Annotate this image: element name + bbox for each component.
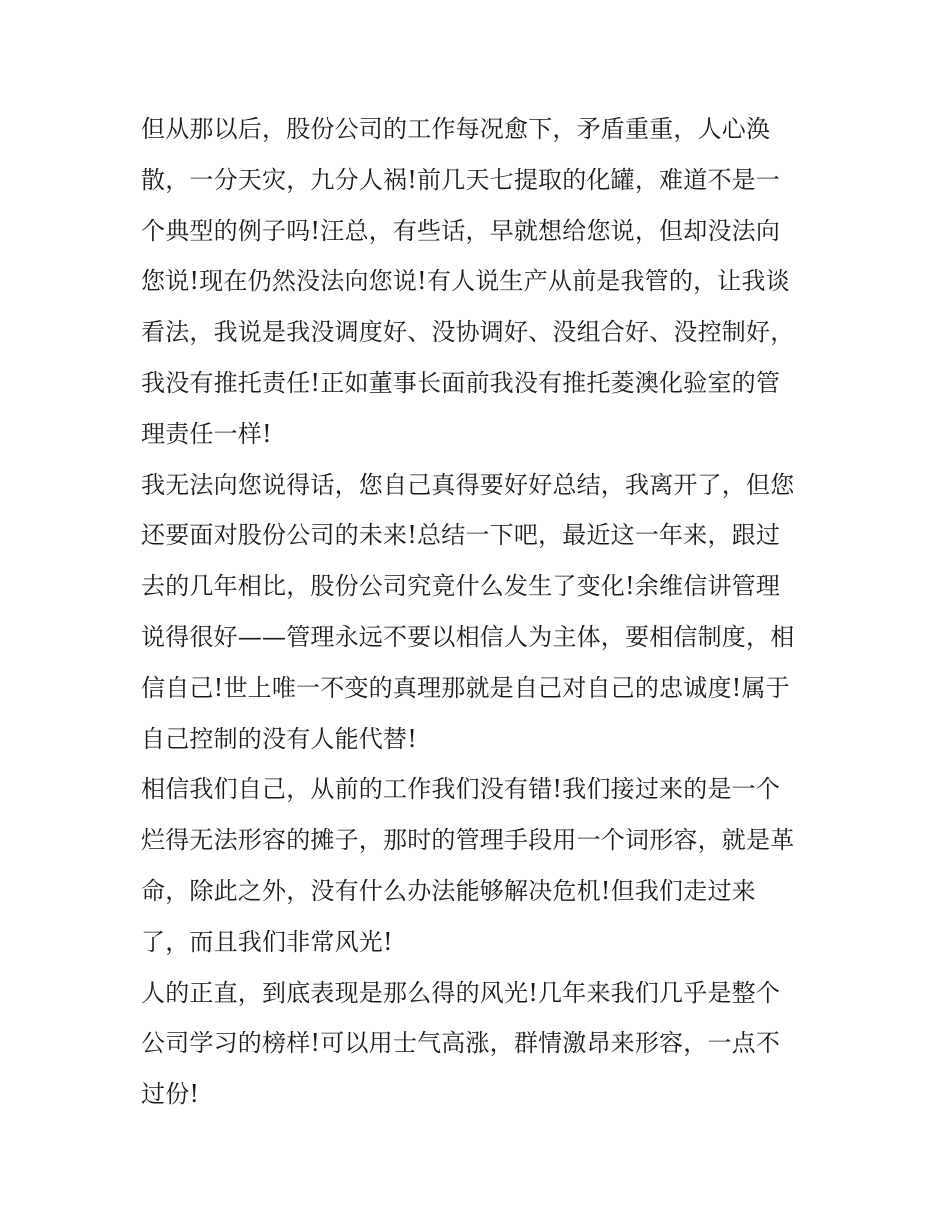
text-line: 人的正直，到底表现是那么得的风光!几年来我们几乎是整个 [141, 978, 781, 1007]
text-line: 烂得无法形容的摊子，那时的管理手段用一个词形容，就是革 [141, 826, 795, 855]
text-line: 看法，我说是我没调度好、没协调好、没组合好、没控制好， [141, 318, 795, 347]
text-line: 过份! [141, 1080, 200, 1109]
text-line: 说得很好——管理永远不要以相信人为主体，要相信制度，相 [141, 622, 795, 651]
text-line: 但从那以后，股份公司的工作每况愈下，矛盾重重，人心涣 [141, 115, 771, 143]
text-line: 散，一分天灾，九分人祸!前几天七提取的化罐，难道不是一 [141, 165, 781, 194]
text-line: 公司学习的榜样!可以用士气高涨，群情激昂来形容，一点不 [141, 1029, 781, 1058]
document-body [141, 104, 813, 1120]
text-line: 了，而且我们非常风光! [141, 927, 393, 956]
text-line: 理责任一样! [141, 419, 272, 448]
text-line: 信自己!世上唯一不变的真理那就是自己对自己的忠诚度!属于 [141, 673, 790, 702]
text-line: 我无法向您说得话，您自己真得要好好总结，我离开了，但您 [141, 470, 795, 499]
text-line: 相信我们自己，从前的工作我们没有错!我们接过来的是一个 [141, 775, 781, 804]
text-line: 去的几年相比，股份公司究竟什么发生了变化!余维信讲管理 [141, 572, 781, 601]
text-line: 您说!现在仍然没法向您说!有人说生产从前是我管的，让我谈 [141, 267, 790, 296]
text-line: 还要面对股份公司的未来!总结一下吧，最近这一年来，跟过 [141, 521, 781, 550]
text-line: 我没有推托责任!正如董事长面前我没有推托菱澳化验室的管 [141, 368, 781, 397]
text-line: 自己控制的没有人能代替! [141, 724, 418, 753]
text-line: 命，除此之外，没有什么办法能够解决危机!但我们走过来 [141, 876, 756, 905]
text-line: 个典型的例子吗!汪总，有些话，早就想给您说，但却没法向 [141, 216, 781, 245]
